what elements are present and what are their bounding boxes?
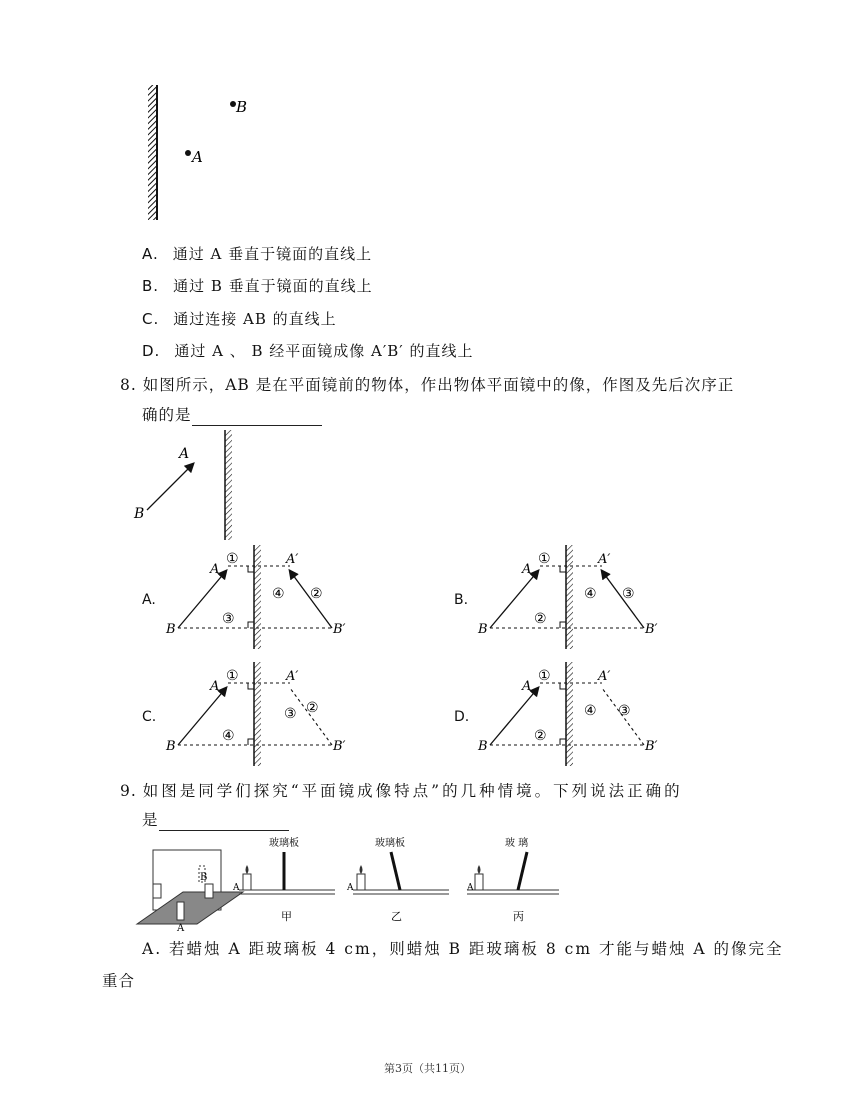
step-right: ② xyxy=(310,586,323,602)
question-text: 如图是同学们探究“平面镜成像特点”的几种情境。下列说法正确的 xyxy=(142,782,683,800)
right-angle-bottom xyxy=(560,739,566,745)
step-mid: ④ xyxy=(584,586,597,602)
step-right: ② xyxy=(306,700,319,716)
label-a: A xyxy=(210,679,220,694)
q9-stem-line2 xyxy=(142,809,289,831)
page-footer: 第3页（共11页） xyxy=(384,1062,471,1075)
step-bottom: ③ xyxy=(222,611,235,627)
step-mid: ④ xyxy=(272,586,285,602)
answer-blank[interactable] xyxy=(192,409,322,426)
step-top: ① xyxy=(226,668,239,684)
q7-option-a[interactable] xyxy=(142,243,372,265)
option-text: A. 若蜡烛 A 距玻璃板 4 cm，则蜡烛 B 距玻璃板 8 cm 才能与蜡烛 A 的像完全 xyxy=(142,940,784,958)
option-label: B. xyxy=(142,277,160,295)
mirror-surface xyxy=(254,662,261,766)
object-arrow xyxy=(178,688,226,745)
label-a: A xyxy=(522,679,532,694)
option-text: 通过 A 垂直于镜面的直线上 xyxy=(172,245,373,263)
q7-option-d[interactable] xyxy=(142,340,473,362)
glass-label-3: 玻 璃 xyxy=(505,838,529,849)
right-angle-top xyxy=(560,566,566,572)
candle-a-label: A xyxy=(177,923,185,932)
right-angle-bottom xyxy=(560,622,566,628)
q8-option-c-label[interactable]: C. xyxy=(142,709,157,725)
setup-jia xyxy=(232,836,335,923)
option-label: D. xyxy=(142,342,161,360)
yi-label: 乙 xyxy=(391,910,402,923)
step-top: ① xyxy=(538,668,551,684)
q9-stem-line1 xyxy=(120,780,683,802)
step-top: ① xyxy=(538,551,551,567)
jia-label: 甲 xyxy=(281,910,292,923)
label-a: A xyxy=(210,562,220,577)
q8-figure xyxy=(125,428,245,543)
label-a-prime: A′ xyxy=(598,552,611,567)
question-text: 确的是 xyxy=(142,406,192,424)
step-mid: ④ xyxy=(584,703,597,719)
q7-option-c[interactable] xyxy=(142,308,337,330)
label-b-prime: B′ xyxy=(333,622,346,637)
q8-option-b-label[interactable]: B. xyxy=(454,592,469,608)
option-text: 重合 xyxy=(102,972,136,990)
label-a-prime: A′ xyxy=(598,669,611,684)
candle-b-label: B xyxy=(200,872,208,883)
step-bottom: ② xyxy=(534,728,547,744)
question-number: 8. xyxy=(120,376,137,394)
q8-option-a-figure[interactable] xyxy=(160,543,360,653)
setup-bing xyxy=(466,836,559,923)
q8-stem-line1 xyxy=(120,374,734,396)
step-bottom: ② xyxy=(534,611,547,627)
label-b: B xyxy=(478,739,488,754)
question-text: 如图所示，AB 是在平面镜前的物体，作出物体平面镜中的像，作图及先后次序正 xyxy=(142,376,735,394)
option-text: 通过连接 AB 的直线上 xyxy=(173,310,337,328)
label-b: B xyxy=(478,622,488,637)
option-text: 通过 A 、 B 经平面镜成像 A′B′ 的直线上 xyxy=(174,342,474,360)
q8-option-c-figure[interactable] xyxy=(160,660,360,770)
candle-a-label: A xyxy=(467,883,474,893)
object-arrow-ab xyxy=(147,464,193,510)
label-b-prime: B′ xyxy=(645,622,658,637)
right-angle-top xyxy=(248,683,254,689)
q8-option-d-figure[interactable] xyxy=(472,660,672,770)
mirror-surface xyxy=(566,662,573,766)
object-arrow xyxy=(490,688,538,745)
right-angle-top xyxy=(560,683,566,689)
right-angle-bottom xyxy=(248,622,254,628)
step-mid: ③ xyxy=(284,706,297,722)
glass-label-1: 玻璃板 xyxy=(269,838,299,849)
option-label: C. xyxy=(142,310,160,328)
step-bottom: ④ xyxy=(222,728,235,744)
mirror-surface xyxy=(225,430,232,540)
question-text: 是 xyxy=(142,811,159,829)
mirror-surface xyxy=(566,545,573,649)
bing-label: 丙 xyxy=(513,910,524,923)
label-a: A xyxy=(522,562,532,577)
object-arrow xyxy=(178,571,226,628)
label-a-prime: A′ xyxy=(286,552,299,567)
option-text: 通过 B 垂直于镜面的直线上 xyxy=(173,277,373,295)
q7-option-b[interactable] xyxy=(142,275,373,297)
right-angle-top xyxy=(248,566,254,572)
q9-option-a-line1[interactable] xyxy=(142,938,784,960)
q8-option-b-figure[interactable] xyxy=(472,543,672,653)
label-b-prime: B′ xyxy=(645,739,658,754)
label-a-prime: A′ xyxy=(286,669,299,684)
q7-figure xyxy=(140,80,270,225)
answer-blank[interactable] xyxy=(159,814,289,831)
point-b-label: B xyxy=(236,98,248,116)
step-right: ③ xyxy=(618,703,631,719)
point-a-dot xyxy=(185,150,191,156)
q8-option-a-label[interactable]: A. xyxy=(142,592,156,608)
right-angle-bottom xyxy=(248,739,254,745)
q9-figure xyxy=(135,832,565,932)
label-b: B xyxy=(134,506,145,522)
candle-a-label: A xyxy=(347,883,354,893)
label-b-prime: B′ xyxy=(333,739,346,754)
q8-option-d-label[interactable]: D. xyxy=(454,709,470,725)
setup-yi xyxy=(346,836,449,923)
label-b: B xyxy=(166,739,176,754)
candle-a-label: A xyxy=(233,883,240,893)
experiment-setup-3d xyxy=(137,850,243,932)
mirror-surface xyxy=(148,85,157,220)
mirror-surface xyxy=(254,545,261,649)
glass-label-2: 玻璃板 xyxy=(375,838,405,849)
question-number: 9. xyxy=(120,782,137,800)
step-right: ③ xyxy=(622,586,635,602)
object-arrow xyxy=(490,571,538,628)
option-label: A. xyxy=(142,245,159,263)
label-a: A xyxy=(179,446,190,462)
label-b: B xyxy=(166,622,176,637)
step-top: ① xyxy=(226,551,239,567)
q8-stem-line2 xyxy=(142,404,322,426)
q9-option-a-line2 xyxy=(102,970,135,992)
point-a-label: A xyxy=(192,148,203,166)
